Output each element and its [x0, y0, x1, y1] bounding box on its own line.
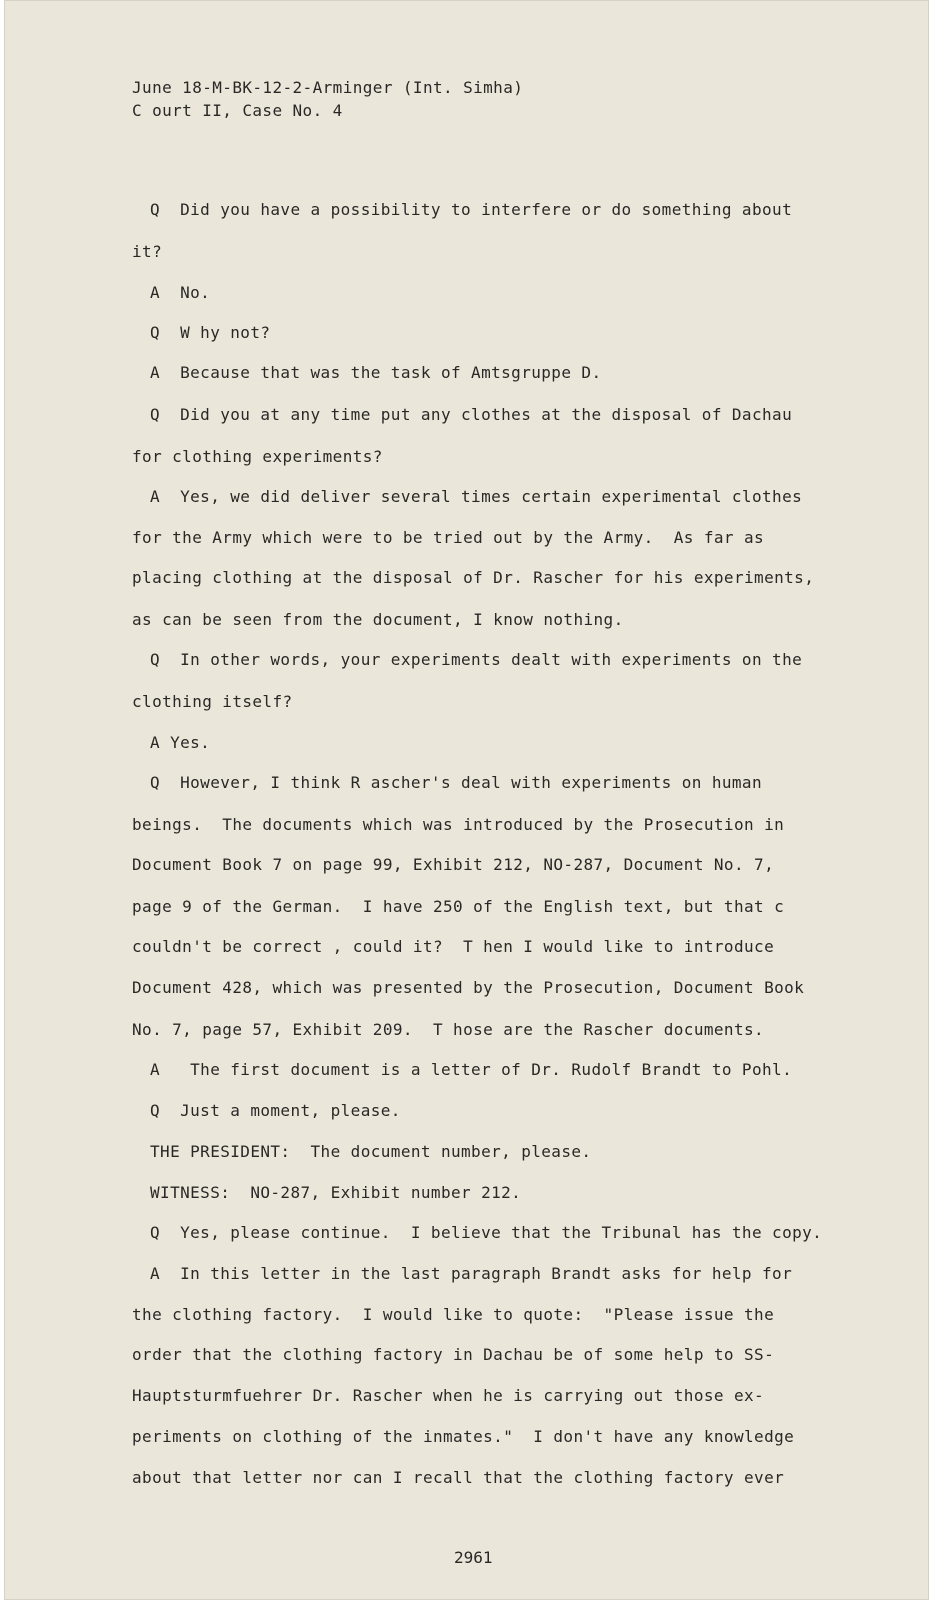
text-line: Hauptsturmfuehrer Dr. Rascher when he is carrying out those ex- — [132, 1386, 765, 1405]
text-line: A The first document is a letter of Dr. Rudolf Brandt to Pohl. — [150, 1060, 793, 1079]
text-line: A In this letter in the last paragraph Brandt asks for help for — [150, 1264, 793, 1283]
text-line: order that the clothing factory in Dachau be of some help to SS- — [132, 1345, 775, 1364]
text-line: periments on clothing of the inmates." I don't have any knowledge — [132, 1427, 795, 1446]
text-line: Q However, I think R ascher's deal with experiments on human — [150, 773, 763, 792]
text-line: for clothing experiments? — [132, 447, 383, 466]
text-line: Q Did you have a possibility to interfere or do something about — [150, 200, 793, 219]
text-line: the clothing factory. I would like to quote: "Please issue the — [132, 1305, 775, 1324]
text-line: A Because that was the task of Amtsgruppe D. — [150, 363, 602, 382]
text-line: A Yes, we did deliver several times certain experimental clothes — [150, 487, 803, 506]
text-line: Document Book 7 on page 99, Exhibit 212, NO-287, Document No. 7, — [132, 855, 775, 874]
text-line: it? — [132, 242, 163, 261]
text-line: about that letter nor can I recall that the clothing factory ever — [132, 1468, 785, 1487]
text-line: Q Yes, please continue. I believe that the Tribunal has the copy. — [150, 1223, 823, 1242]
text-line: A No. — [150, 283, 211, 302]
text-line: placing clothing at the disposal of Dr. Rascher for his experiments, — [132, 568, 815, 587]
text-line: Q Did you at any time put any clothes at the disposal of Dachau — [150, 405, 793, 424]
header-line-2: C ourt II, Case No. 4 — [132, 101, 343, 120]
header-line-1: June 18-M-BK-12-2-Arminger (Int. Simha) — [132, 78, 524, 97]
text-line: THE PRESIDENT: The document number, please. — [150, 1142, 592, 1161]
text-line: A Yes. — [150, 733, 211, 752]
text-line: as can be seen from the document, I know nothing. — [132, 610, 624, 629]
text-line: beings. The documents which was introduced by the Prosecution in — [132, 815, 785, 834]
text-line: couldn't be correct , could it? T hen I would like to introduce — [132, 937, 775, 956]
text-line: Q W hy not? — [150, 323, 271, 342]
text-line: Q In other words, your experiments dealt with experiments on the — [150, 650, 803, 669]
text-line: clothing itself? — [132, 692, 293, 711]
text-line: page 9 of the German. I have 250 of the English text, but that c — [132, 897, 785, 916]
text-line: Q Just a moment, please. — [150, 1101, 401, 1120]
page-number: 2961 — [454, 1548, 493, 1567]
text-line: Document 428, which was presented by the Prosecution, Document Book — [132, 978, 805, 997]
document-page — [4, 0, 929, 1600]
text-line: No. 7, page 57, Exhibit 209. T hose are the Rascher documents. — [132, 1020, 765, 1039]
text-line: WITNESS: NO-287, Exhibit number 212. — [150, 1183, 522, 1202]
text-line: for the Army which were to be tried out by the Army. As far as — [132, 528, 765, 547]
